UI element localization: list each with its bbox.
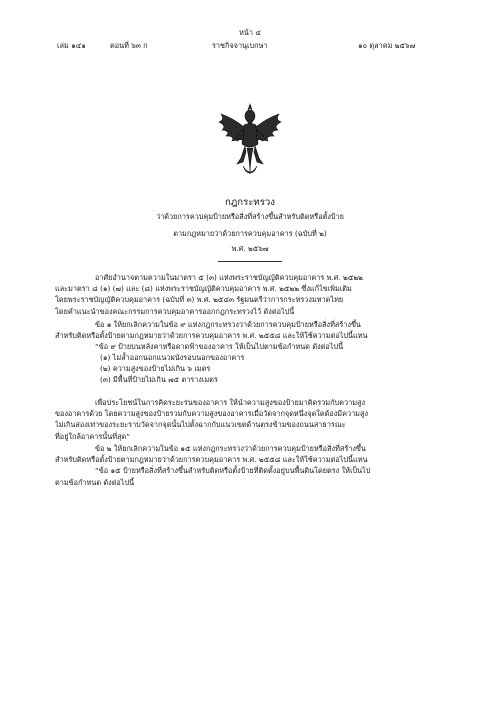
clause-1-line: “ข้อ ๙ ป้ายบนหลังคาหรือดาดฟ้าของอาคาร ให้เป็นไปตามข้อกำหนด ดังต่อไปนี้ [95,342,344,352]
clause-2-line: “ข้อ ๑๕ ป้ายหรือสิ่งที่สร้างขึ้นสำหรับติดหรือตั้งป้ายที่ติดตั้งอยู่บนพื้นดินโดยตรง ให้เป็นไป [95,466,371,476]
clause-2 [55,443,445,488]
volume-label: เล่ม ๑๔๑ [57,41,86,50]
document-title: กฎกระทรวง [225,197,275,208]
page-number: หน้า ๔ [239,28,261,37]
clause-1-items [30,352,450,386]
clause-2-line: ข้อ ๒ ให้ยกเลิกความในข้อ ๑๕ แห่งกฎกระทรวงว่าด้วยการควบคุมป้ายหรือสิ่งที่สร้างขึ้น [95,444,366,453]
list-item: (๑) ไม่ล้ำออกนอกแนวผนังรอบนอกของอาคาร [100,353,245,362]
list-item: (๒) ความสูงของป้ายไม่เกิน ๖ เมตร [100,364,211,374]
preamble-line: และมาตรา ๘ (๑) (๗) และ (๘) แห่งพระราชบัญญัติควบคุมอาคาร พ.ศ. ๒๕๒๒ ซึ่งแก้ไขเพิ่มเติม [55,284,352,294]
clause-2-line: สำหรับติดหรือตั้งป้ายตามกฎหมายว่าด้วยการควบคุมอาคาร พ.ศ. ๒๕๕๘ และให้ใช้ความต่อไปนี้แทน [55,455,368,465]
list-item: (๓) มีพื้นที่ป้ายไม่เกิน ๗๕ ตารางเมตร [100,375,218,385]
section-label: ตอนที่ ๖๓ ก [110,41,148,50]
header-row [0,41,500,51]
issue-date: ๑๐ ตุลาคม ๒๕๖๗ [358,41,416,50]
title-line-1: ว่าด้วยการควบคุมป้ายหรือสิ่งที่สร้างขึ้นสำหรับติดหรือตั้งป้าย [156,212,344,221]
title-line-2: ตามกฎหมายว่าด้วยการควบคุมอาคาร (ฉบับที่ ๒) [173,229,327,238]
clause-1-tail-line: เพื่อประโยชน์ในการคิดระยะร่นของอาคาร ให้นำความสูงของป้ายมาคิดรวมกับความสูง [95,398,366,407]
clause-1-tail-line: ที่อยู่ใกล้อาคารนั้นที่สุด” [55,431,131,441]
preamble-line: โดยพระราชบัญญัติควบคุมอาคาร (ฉบับที่ ๓) พ.ศ. ๒๕๔๓ รัฐมนตรีว่าการกระทรวงมหาดไทย [55,295,344,305]
clause-1-tail [55,397,445,442]
title-year: พ.ศ. ๒๕๖๗ [231,244,269,253]
garuda-emblem-icon [213,100,287,180]
clause-1-line: สำหรับติดหรือตั้งป้ายตามกฎหมายว่าด้วยการควบคุมอาคาร พ.ศ. ๒๕๕๘ และให้ใช้ความต่อไปนี้แทน [55,331,368,341]
clause-2-line: ตามข้อกำหนด ดังต่อไปนี้ [55,477,135,487]
preamble-line: โดยคำแนะนำของคณะกรรมการควบคุมอาคารออกกฎกระทรวงไว้ ดังต่อไปนี้ [55,306,295,316]
publication-name: ราชกิจจานุเบกษา [212,41,268,50]
preamble-paragraph [55,272,445,317]
title-divider [218,261,282,262]
clause-1 [55,319,445,353]
clause-1-tail-line: ของอาคารด้วย โดยความสูงของป้ายรวมกับความสูงของอาคารเมื่อวัดจากจุดหนึ่งจุดใดต้องมีความสูง [55,409,369,419]
clause-1-line: ข้อ ๑ ให้ยกเลิกความในข้อ ๙ แห่งกฎกระทรวงว่าด้วยการควบคุมป้ายหรือสิ่งที่สร้างขึ้น [95,320,361,329]
preamble-line: อาศัยอำนาจตามความในมาตรา ๕ (๓) แห่งพระราชบัญญัติควบคุมอาคาร พ.ศ. ๒๕๒๒ [95,273,363,282]
clause-1-tail-line: ไม่เกินสองเท่าของระยะราบวัดจากจุดนั้นไปตั้งฉากกับแนวเขตด้านตรงข้ามของถนนสาธารณะ [55,420,346,430]
